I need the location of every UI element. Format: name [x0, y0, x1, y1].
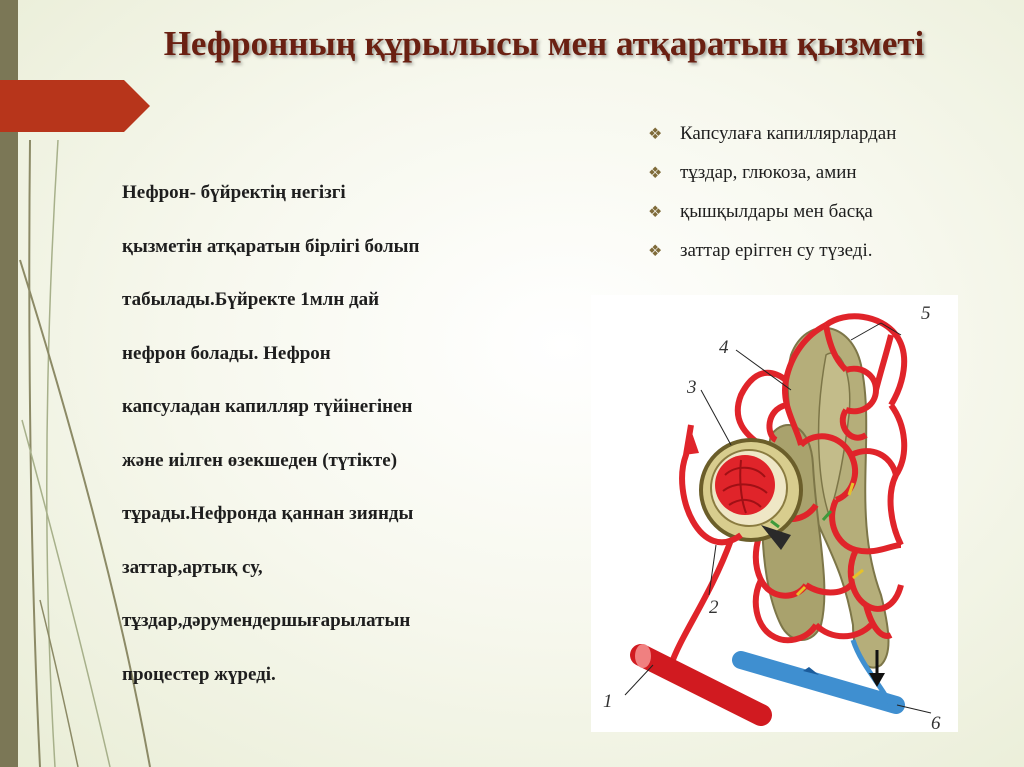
flow-arrow-down-head [869, 673, 885, 687]
bullet-item [648, 231, 896, 270]
slide-title: Нефронның құрылысы мен атқаратын қызметі [163, 24, 925, 63]
main-text-line: табылады.Бүйректе 1млн дай [122, 289, 380, 310]
title-accent-band [0, 80, 124, 132]
diamond-bullet-icon: ❖ [648, 203, 663, 221]
diamond-bullet-icon: ❖ [648, 164, 663, 182]
bullet-text: тұздар, глюкоза, амин [680, 161, 857, 183]
main-text-line: нефрон болады. Нефрон [122, 342, 331, 364]
main-text-line: заттар,артық су, [122, 556, 263, 578]
figure-label: 4 [719, 337, 729, 358]
afferent-artery [671, 540, 731, 665]
bullet-item [648, 153, 896, 192]
bullet-item [648, 114, 896, 153]
renal-artery-end [635, 644, 651, 668]
bullet-list [648, 114, 896, 270]
title-accent-arrow [124, 80, 150, 132]
bullet-text: заттар ерігген су түзеді. [680, 239, 873, 261]
nephron-illustration [591, 295, 958, 732]
diamond-bullet-icon: ❖ [648, 242, 663, 260]
figure-label: 3 [687, 377, 697, 398]
figure-label: 6 [931, 713, 941, 732]
main-text-line: және иілген өзекшеден (түтікте) [122, 449, 398, 471]
figure-label: 2 [709, 597, 719, 618]
main-text-line: процестер жүреді. [122, 663, 276, 685]
figure-label: 5 [921, 303, 931, 324]
figure-label: 1 [603, 691, 613, 712]
main-text-line: қызметін атқаратын бірлігі болып [122, 235, 420, 257]
main-text-line: тұздар,дәрумендершығарылатын [122, 610, 411, 631]
bullet-text: қышқылдары мен басқа [680, 200, 873, 222]
diamond-bullet-icon: ❖ [648, 125, 663, 143]
main-text-line: Нефрон- бүйректің негізгі [122, 182, 346, 203]
main-text [122, 166, 542, 701]
bullet-item [648, 192, 896, 231]
main-text-line: тұрады.Нефронда қаннан зиянды [122, 503, 414, 524]
main-text-line: капсуладан капилляр түйінегінен [122, 396, 413, 417]
bullet-text: Капсулаға капиллярлардан [680, 122, 897, 144]
